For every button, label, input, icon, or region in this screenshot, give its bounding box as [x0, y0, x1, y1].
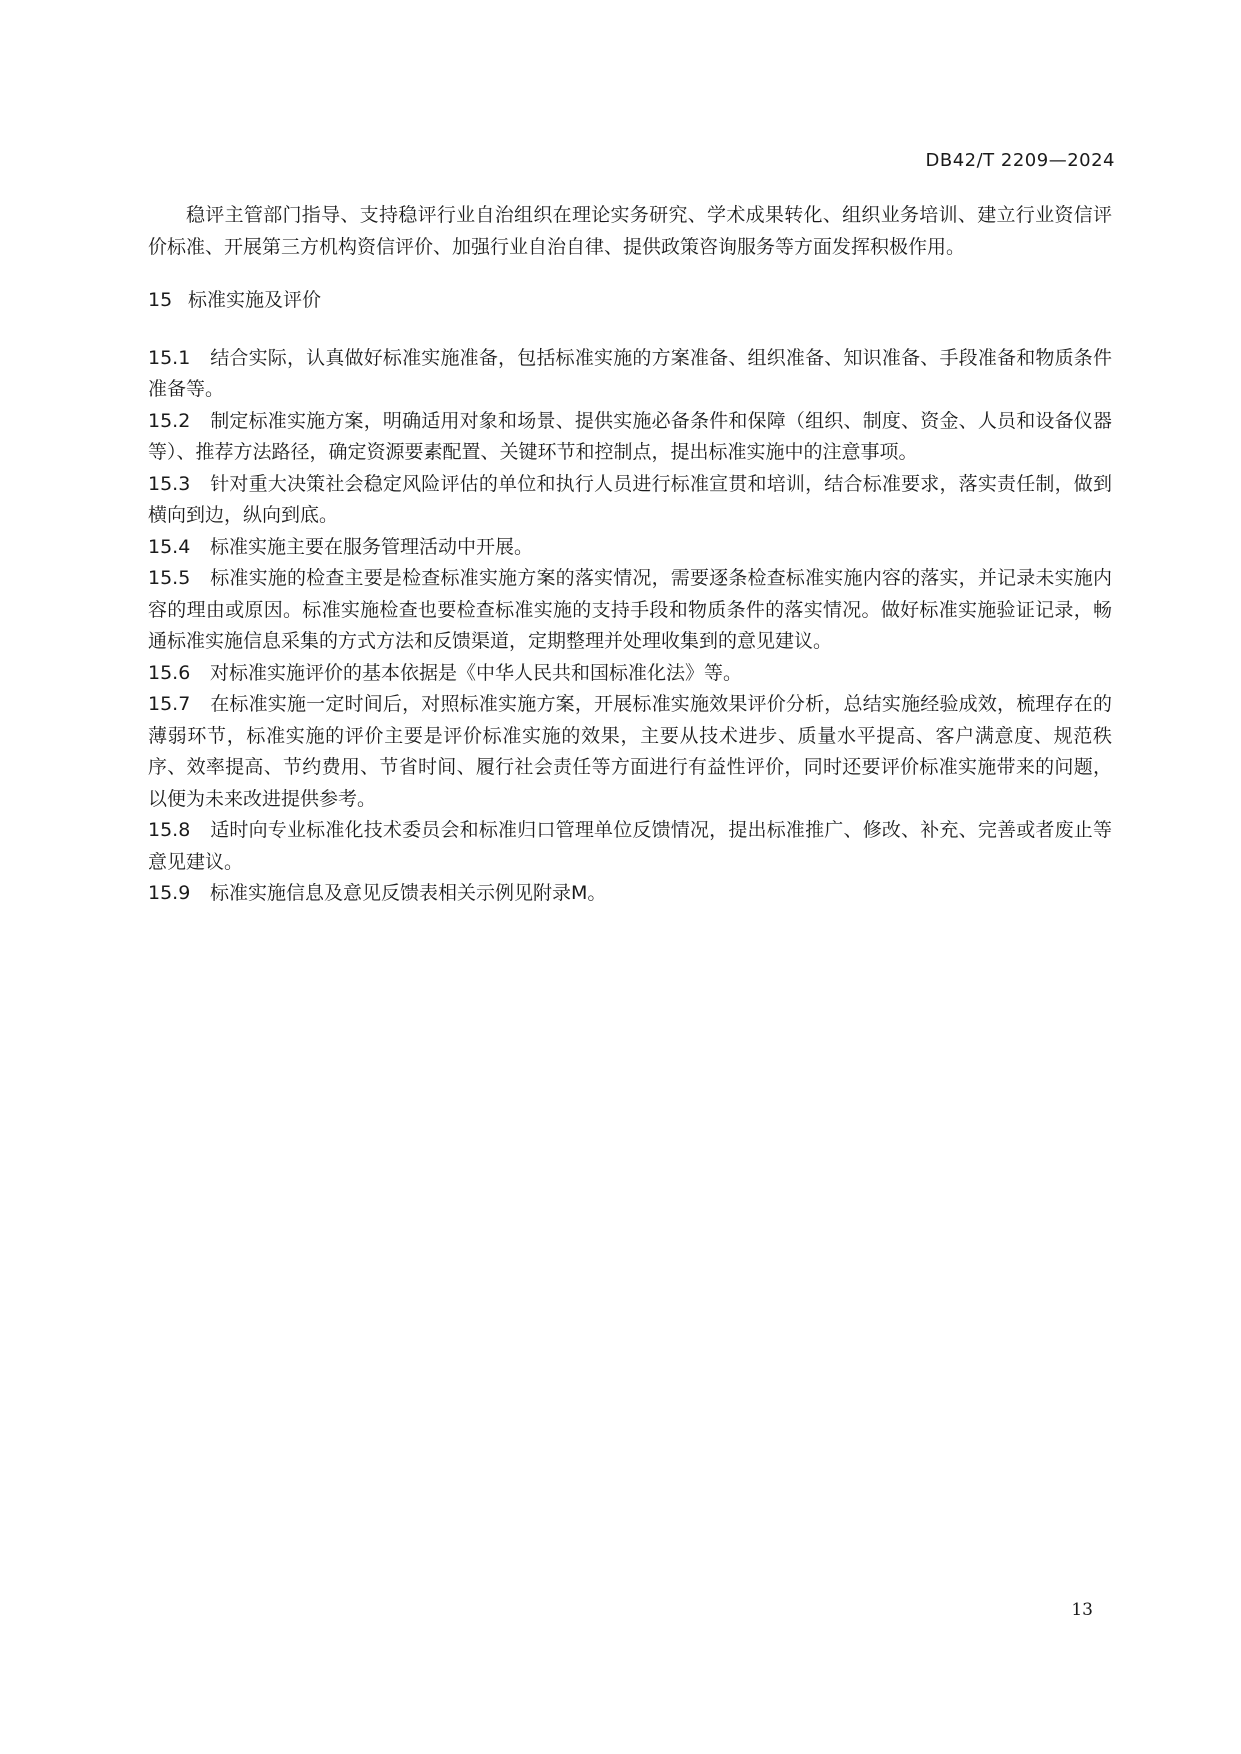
clause-15-2: [148, 406, 1112, 469]
intro-paragraph: 稳评主管部门指导、支持稳评行业自治组织在理论实务研究、学术成果转化、组织业务培训、建立行业资信评价标准、开展第三方机构资信评价、加强行业自治自律、提供政策咨询服务等方面发挥积极作用。: [148, 204, 1112, 258]
clause-text: 适时向专业标准化技术委员会和标准归口管理单位反馈情况，提出标准推广、修改、补充、完善或者废止等意见建议。: [148, 819, 1112, 873]
clause-text: 标准实施主要在服务管理活动中开展。: [210, 535, 534, 558]
clause-15-6: [148, 658, 1112, 690]
page-number: 13: [1071, 1600, 1093, 1620]
clause-number: 15.2: [148, 409, 191, 432]
clause-number: 15.3: [148, 472, 191, 495]
clause-15-4: [148, 532, 1112, 564]
clause-number: 15.1: [148, 346, 191, 369]
section-heading: [148, 285, 1112, 317]
clause-15-7: [148, 689, 1112, 815]
clause-15-8: [148, 815, 1112, 878]
clause-number: 15.7: [148, 693, 191, 715]
clause-number: 15.9: [148, 882, 191, 904]
clause-15-5: [148, 563, 1112, 658]
clause-number: 15.6: [148, 661, 191, 684]
clause-text: 制定标准实施方案，明确适用对象和场景、提供实施必备条件和保障（组织、制度、资金、人员和设备仪器等）、推荐方法路径，确定资源要素配置、关键环节和控制点，提出标准实施中的注意事项。: [148, 409, 1112, 463]
clause-15-9: [148, 878, 1112, 910]
section-number: 15: [148, 289, 173, 311]
clause-number: 15.5: [148, 567, 191, 589]
clause-15-1: [148, 343, 1112, 406]
clause-text: 结合实际，认真做好标准实施准备，包括标准实施的方案准备、组织准备、知识准备、手段准备和物质条件准备等。: [148, 346, 1112, 400]
clause-15-3: [148, 469, 1112, 532]
clause-number: 15.8: [148, 819, 191, 841]
clause-text: 标准实施的检查主要是检查标准实施方案的落实情况，需要逐条检查标准实施内容的落实，并记录未实施内容的理由或原因。标准实施检查也要检查标准实施的支持手段和物质条件的落实情况。做好标准实施验证记录，畅通标准实施信息采集的方式方法和反馈渠道，定期整理并处理收集到的意见建议。: [148, 567, 1112, 652]
document-code: DB42/T 2209—2024: [925, 150, 1115, 171]
page-content: [148, 200, 1112, 910]
clause-text: 标准实施信息及意见反馈表相关示例见附录M。: [210, 882, 607, 904]
clause-number: 15.4: [148, 535, 191, 558]
section-title: 标准实施及评价: [188, 289, 322, 311]
clause-text: 针对重大决策社会稳定风险评估的单位和执行人员进行标准宣贯和培训，结合标准要求，落实责任制，做到横向到边，纵向到底。: [148, 472, 1112, 526]
clause-text: 对标准实施评价的基本依据是《中华人民共和国标准化法》等。: [210, 661, 743, 684]
clause-text: 在标准实施一定时间后，对照标准实施方案，开展标准实施效果评价分析，总结实施经验成效，梳理存在的薄弱环节，标准实施的评价主要是评价标准实施的效果，主要从技术进步、质量水平提高、客户满意度、规范秩序、效率提高、节约费用、节省时间、履行社会责任等方面进行有益性评价，同时还要评价标准实施带来的问题，以便为未来改进提供参考。: [148, 693, 1112, 810]
